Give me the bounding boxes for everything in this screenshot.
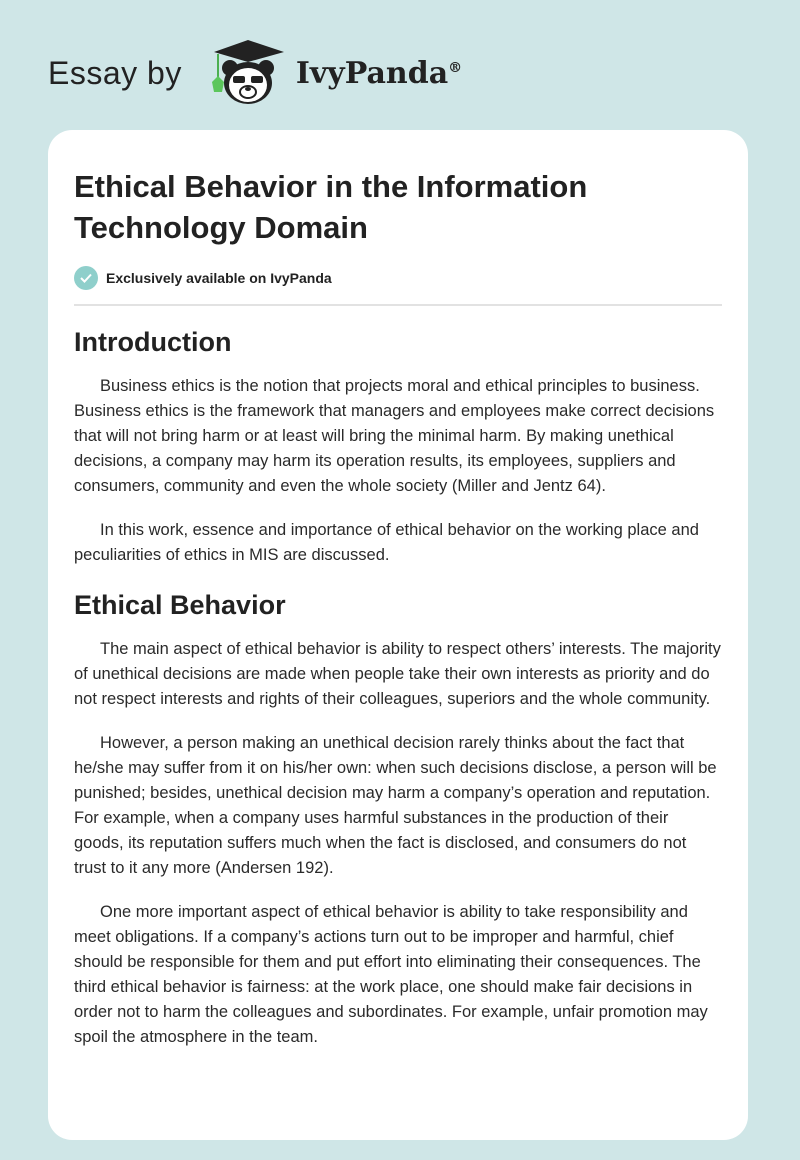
section-heading: Introduction bbox=[74, 327, 232, 357]
paragraph: One more important aspect of ethical behavior is ability to take responsibility and meet obligations. If a company’s actions turn out to be improper and harmful, chief should be responsible for them and put effort into eliminating their consequences. The third ethical behavior is fairness: at the work place, one should make fair decisions in order not to harm the colleagues and subordinates. For example, unfair promotion may spoil the atmosphere in the team. bbox=[74, 903, 708, 1046]
essay-title: Ethical Behavior in the Information Technology Domain bbox=[74, 169, 588, 245]
divider bbox=[74, 304, 722, 306]
brand-name[interactable] bbox=[296, 56, 462, 91]
paragraph: The main aspect of ethical behavior is ability to respect others’ interests. The majority of unethical decisions are made when people take their own interests as priority and do not respect interests and rights of their colleagues, superiors and the whole community. bbox=[74, 640, 721, 708]
site-header bbox=[48, 38, 462, 108]
badge-label: Exclusively available on IvyPanda bbox=[106, 270, 332, 286]
paragraph: Business ethics is the notion that projects moral and ethical principles to business. Business ethics is the framework that managers and employees make correct decisions that will not bring harm or at least will bring the minimal harm. By making unethical decisions, a company may harm its operation results, its employees, suppliers and consumers, community and even the whole society (Miller and Jentz 64). bbox=[74, 377, 715, 495]
panda-logo-icon[interactable] bbox=[202, 38, 288, 108]
section-heading: Ethical Behavior bbox=[74, 590, 286, 620]
registered-mark: ® bbox=[448, 59, 463, 76]
essay-by-label: Essay by bbox=[48, 54, 182, 91]
essay-card bbox=[48, 130, 748, 1140]
paragraph: In this work, essence and importance of ethical behavior on the working place and peculiarities of ethics in MIS are discussed. bbox=[74, 521, 699, 564]
exclusive-badge bbox=[74, 266, 722, 290]
brand-text: IvyPanda bbox=[295, 55, 449, 91]
paragraph: However, a person making an unethical decision rarely thinks about the fact that he/she may suffer from it on his/her own: when such decisions disclose, a person will be punished; besides, unethical decision may harm a company’s operation and reputation. For example, when a company uses harmful substances in the production of their goods, its reputation suffers much when the fact is disclosed, and consumers do not trust to it any more (Andersen 192). bbox=[74, 734, 717, 877]
check-icon bbox=[74, 266, 98, 290]
